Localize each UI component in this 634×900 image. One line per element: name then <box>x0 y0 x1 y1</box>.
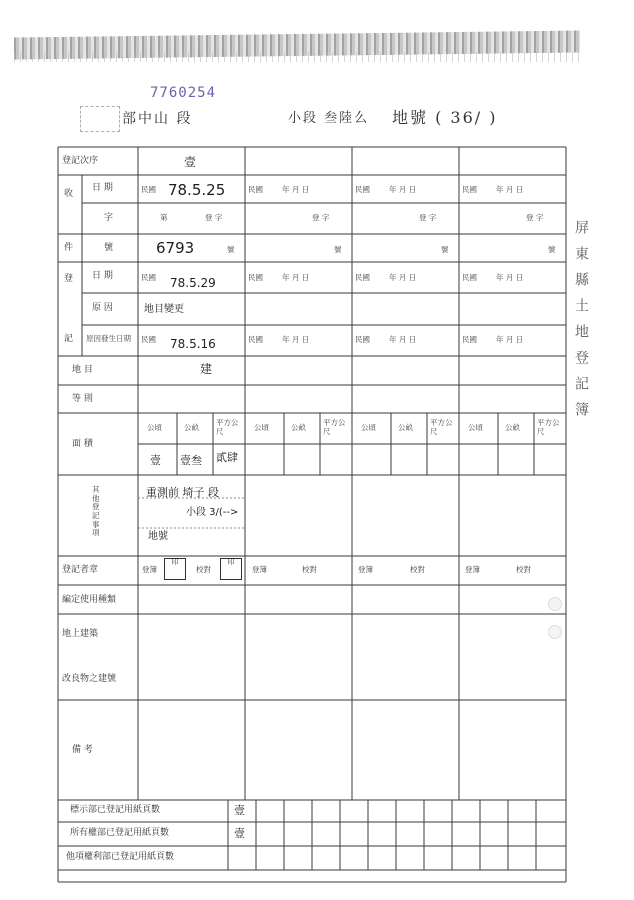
col2-reason-date: 民國 <box>248 335 263 344</box>
row-registration-order: 登記次序 <box>62 156 99 166</box>
deng-bu-label: 登簿 <box>465 565 480 574</box>
jiao-dui-label: 校對 <box>410 565 425 574</box>
row-reason: 原 因 <box>92 303 113 313</box>
col2-date-template: 民國 <box>248 185 263 194</box>
row-reason-date: 原因發生日期 <box>86 334 131 343</box>
col2-hao: 號 <box>334 245 342 254</box>
minguo-label: 民國 <box>141 335 156 344</box>
di-label: 第 <box>160 213 168 222</box>
row-improvements: 改良物之建號 <box>62 674 117 684</box>
row-character: 字 <box>104 213 114 223</box>
jiao-dui-label: 校對 <box>516 565 531 574</box>
col2-reg-date: 民國 <box>248 273 263 282</box>
jiao-dui-label: 校對 <box>196 565 211 574</box>
area-sqm-header: 平方公尺 <box>323 418 346 436</box>
col4-char: 登 字 <box>526 213 544 222</box>
col4-hao: 號 <box>548 245 556 254</box>
area-are-header: 公畝 <box>184 423 199 432</box>
entry-other-line-2: 小段 3/(--> <box>186 507 239 518</box>
col4-reason-date: 民國 <box>462 335 477 344</box>
area-hectare-header: 公頃 <box>254 423 269 432</box>
entry-receipt-date: 78.5.25 <box>168 181 226 199</box>
binder-hole <box>548 597 562 611</box>
area-are-header: 公畝 <box>505 423 520 432</box>
entry-reason-date: 78.5.16 <box>170 337 216 351</box>
area-are-header: 公畝 <box>291 423 306 432</box>
side-vertical-text: 屏東縣土地登記簿 <box>573 220 589 428</box>
row-number: 號 <box>104 243 114 253</box>
entry-order: 壹 <box>184 155 197 169</box>
row-area: 面 積 <box>72 439 93 449</box>
entry-area-sqm: 貳肆 <box>216 451 238 464</box>
deng-bu-label: 登簿 <box>358 565 373 574</box>
col2-reg-ymd: 年 月 日 <box>282 273 310 282</box>
entry-other-line-1: 重測前 埼子 段 <box>146 486 219 499</box>
entry-area-are: 壹叁 <box>180 454 202 467</box>
subsection-label: 小段 叁陸么 <box>288 111 370 126</box>
col2-char: 登 字 <box>312 213 330 222</box>
land-number-label: 地號 ( 36/ ) <box>392 108 498 127</box>
entry-reason: 地目變更 <box>144 304 184 315</box>
deng-bu-label: 登簿 <box>142 565 157 574</box>
hao-label: 號 <box>227 245 235 254</box>
row-piece: 件 <box>64 243 74 253</box>
col3-reg-ymd: 年 月 日 <box>389 273 417 282</box>
col2-date-ymd: 年 月 日 <box>282 185 310 194</box>
col4-reg-ymd: 年 月 日 <box>496 273 524 282</box>
entry-land-category: 建 <box>200 362 213 376</box>
binder-hole <box>548 625 562 639</box>
serial-number: 7760254 <box>150 85 217 101</box>
col4-date-template: 民國 <box>462 185 477 194</box>
row-other-matters: 其他登記事項 <box>92 485 100 538</box>
row-land-category: 地 目 <box>72 365 93 375</box>
minguo-label: 民國 <box>141 273 156 282</box>
jiao-dui-label: 校對 <box>302 565 317 574</box>
col3-reg-date: 民國 <box>355 273 370 282</box>
col3-char: 登 字 <box>419 213 437 222</box>
footer-label-other-rights-pages: 他項權利部已登記用紙頁數 <box>66 852 175 862</box>
row-building: 地上建築 <box>62 629 99 639</box>
footer-value-title-pages: 壹 <box>234 804 245 817</box>
footer-label-title-pages: 標示部已登記用紙頁數 <box>70 805 161 815</box>
col4-date-ymd: 年 月 日 <box>496 185 524 194</box>
area-sqm-header: 平方公尺 <box>430 418 453 436</box>
entry-reg-date: 78.5.29 <box>170 276 216 290</box>
deng-bu-label: 登簿 <box>252 565 267 574</box>
row-registration: 登 <box>64 274 74 284</box>
area-hectare-header: 公頃 <box>468 423 483 432</box>
footer-value-ownership-pages: 壹 <box>234 827 245 840</box>
entry-other-line-3: 地號 <box>148 531 168 542</box>
footer-label-ownership-pages: 所有權部已登記用紙頁數 <box>70 828 170 838</box>
township-label: 部中山 段 <box>122 111 193 127</box>
minguo-label: 民國 <box>141 185 156 194</box>
checker-seal: 印 <box>220 558 242 580</box>
row-grade: 等 則 <box>72 394 93 404</box>
row-receipt: 收 <box>64 189 74 199</box>
row-remarks: 備 考 <box>72 745 93 755</box>
area-hectare-header: 公頃 <box>361 423 376 432</box>
col3-date-ymd: 年 月 日 <box>389 185 417 194</box>
area-hectare-header: 公頃 <box>147 423 162 432</box>
entry-area-hectare: 壹 <box>150 454 161 467</box>
area-are-header: 公畝 <box>398 423 413 432</box>
col3-hao: 號 <box>441 245 449 254</box>
row-receipt-date: 日 期 <box>92 183 113 193</box>
col3-date-template: 民國 <box>355 185 370 194</box>
area-sqm-header: 平方公尺 <box>537 418 560 436</box>
row-reg-date: 日 期 <box>92 271 113 281</box>
col2-reason-ymd: 年 月 日 <box>282 335 310 344</box>
deng-zi-label: 登 字 <box>205 213 223 222</box>
row-land-use: 編定使用種類 <box>62 595 117 605</box>
entry-piece-no: 6793 <box>156 239 195 257</box>
area-sqm-header: 平方公尺 <box>216 418 239 436</box>
col3-reason-date: 民國 <box>355 335 370 344</box>
registrar-seal: 印 <box>164 558 186 580</box>
col4-reason-ymd: 年 月 日 <box>496 335 524 344</box>
col3-reason-ymd: 年 月 日 <box>389 335 417 344</box>
row-record: 記 <box>64 334 74 344</box>
row-registrar-seal: 登記者章 <box>62 565 99 575</box>
col4-reg-date: 民國 <box>462 273 477 282</box>
